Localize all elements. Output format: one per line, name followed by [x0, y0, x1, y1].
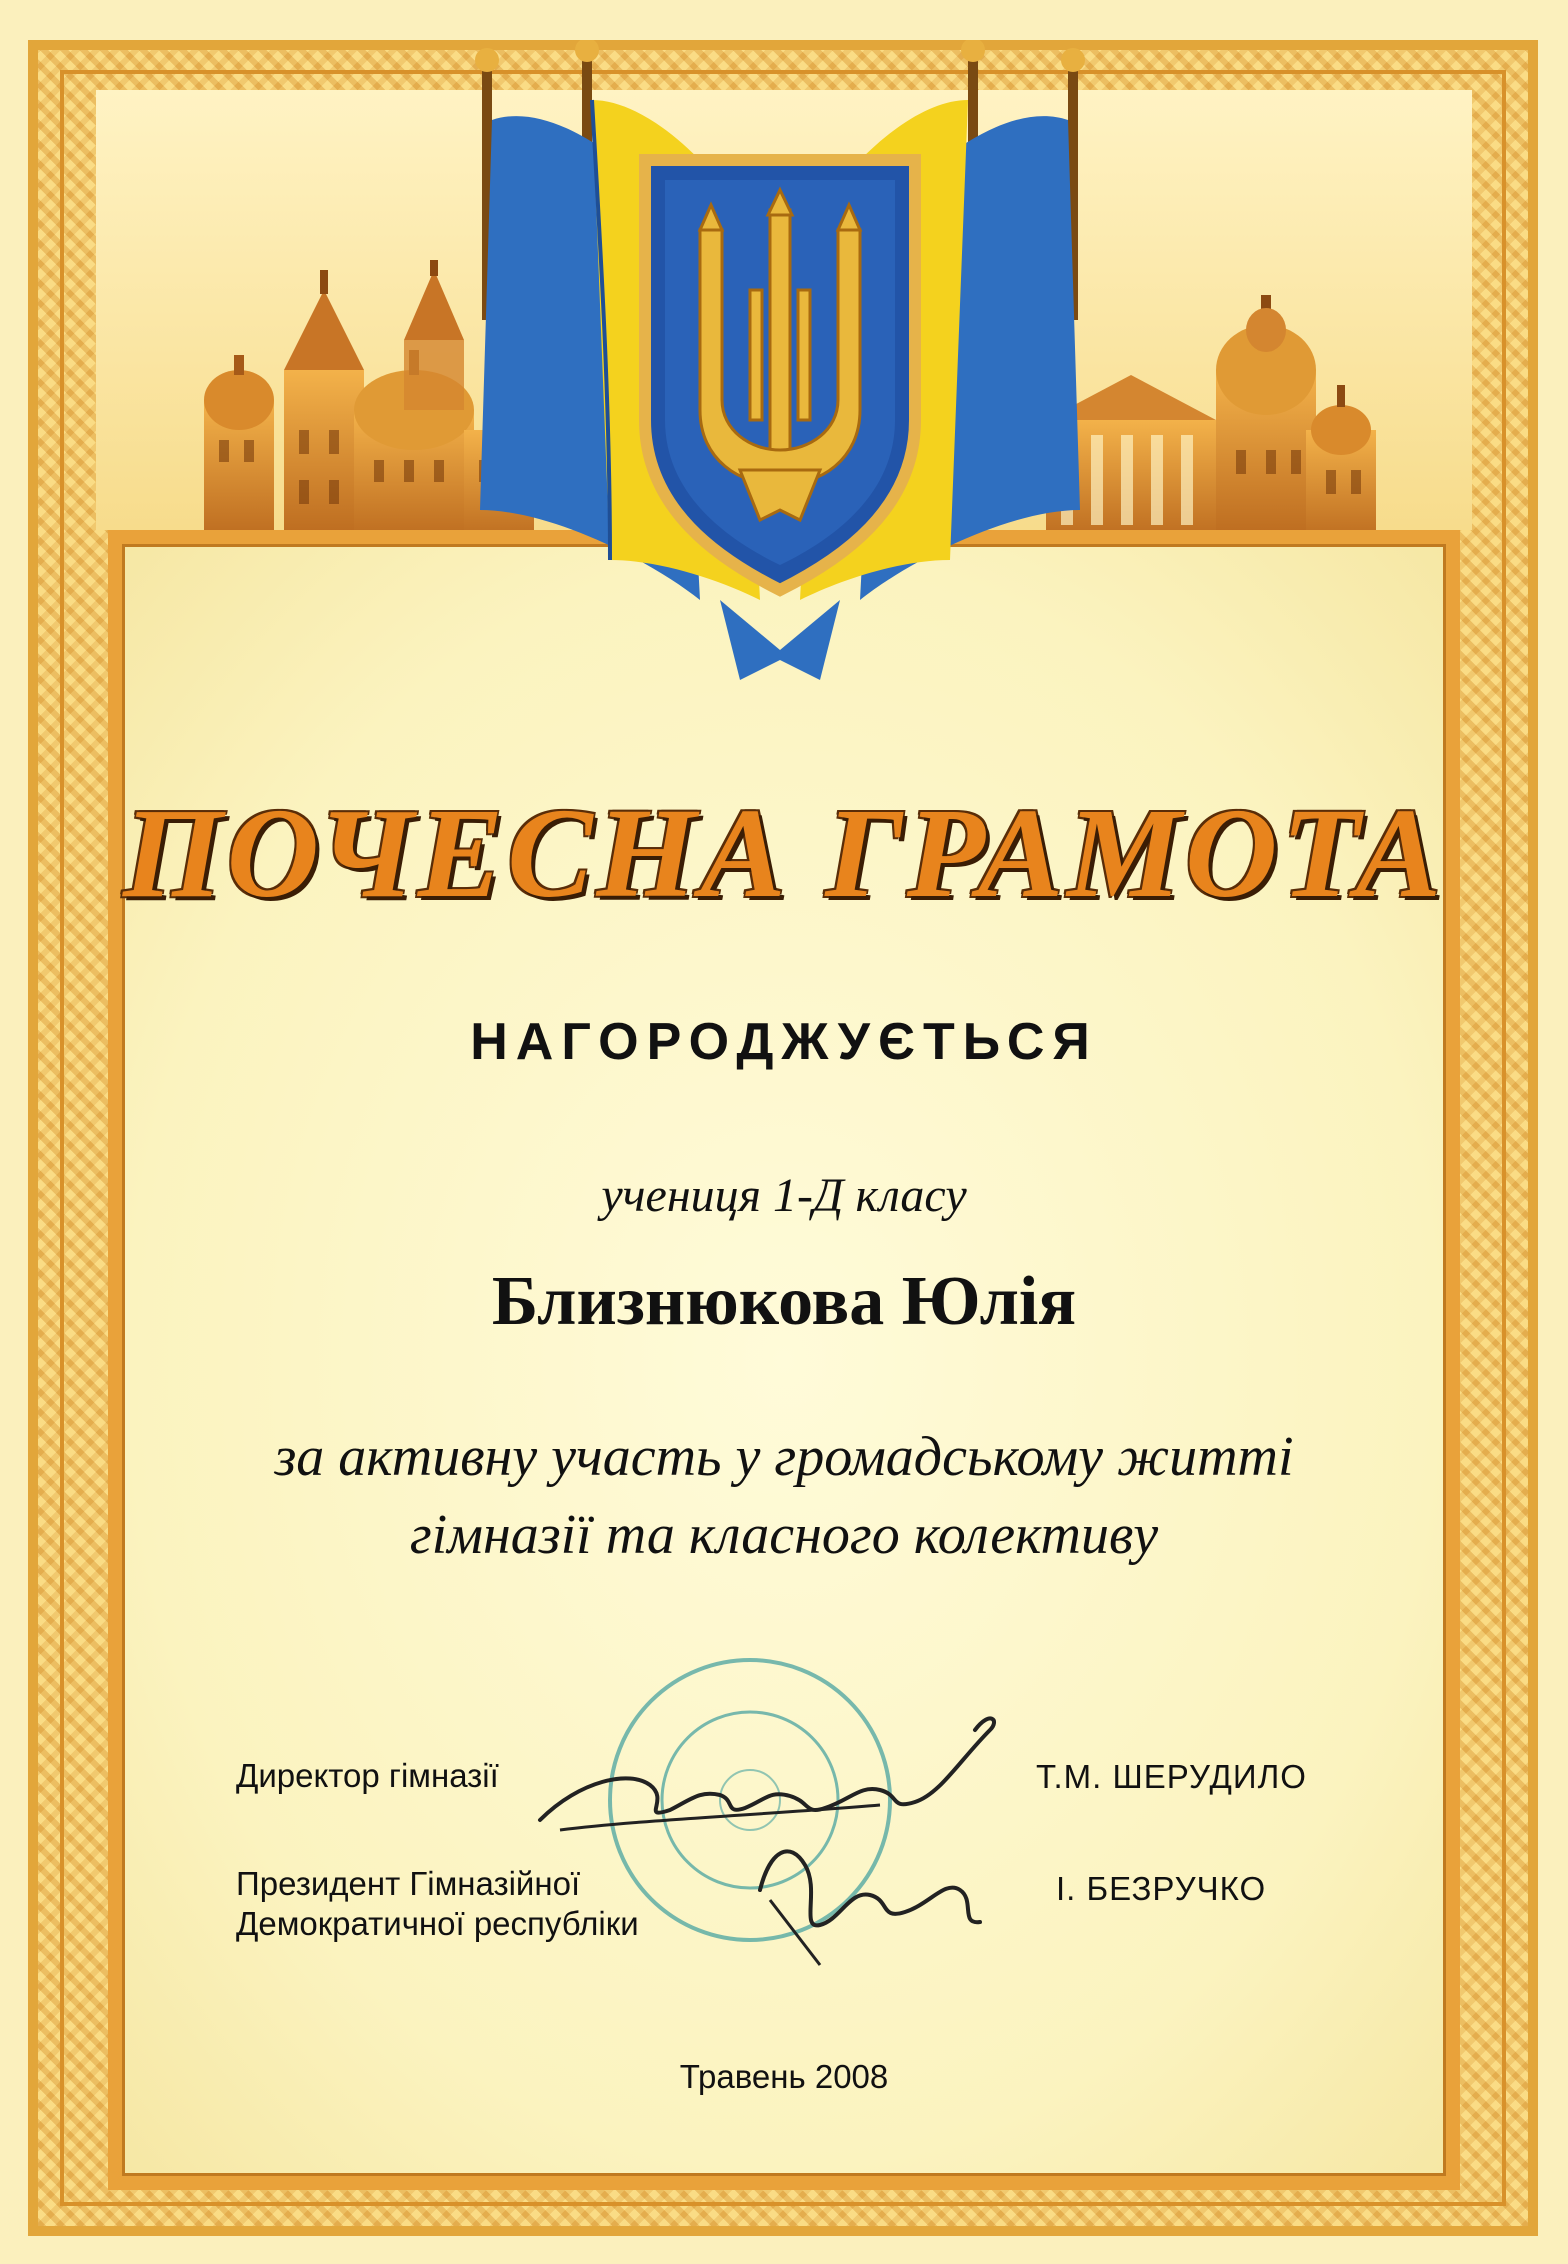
signatory-2-name: І. БЕЗРУЧКО [1056, 1870, 1267, 1907]
signatory-1-role-line-1: Директор гімназії [236, 1757, 499, 1794]
signatory-1-name: Т.М. ШЕРУДИЛО [1036, 1758, 1307, 1795]
coat-of-arms-flags-emblem [400, 40, 1160, 720]
signatory-1-role [236, 1756, 499, 1796]
award-reason [0, 1418, 1568, 1574]
signatory-2-role-line-1: Президент Гімназійної [236, 1865, 581, 1902]
handwritten-signatures [520, 1690, 1040, 1990]
awarded-heading: НАГОРОДЖУЄТЬСЯ [470, 1013, 1098, 1071]
award-reason-line-1: за активну участь у громадському житті [274, 1426, 1294, 1488]
trident-shield [645, 160, 915, 590]
signatory-2-role [236, 1864, 639, 1944]
pupil-name: Близнюкова Юлія [491, 1263, 1077, 1340]
signatory-2-role-line-2: Демократичної республіки [236, 1905, 639, 1942]
certificate-title: ПОЧЕСНА ГРАМОТА [123, 782, 1445, 924]
pupil-class-line: учениця 1-Д класу [601, 1169, 967, 1222]
award-reason-line-2: гімназії та класного колективу [409, 1504, 1159, 1566]
issue-date: Травень 2008 [679, 2058, 889, 2095]
